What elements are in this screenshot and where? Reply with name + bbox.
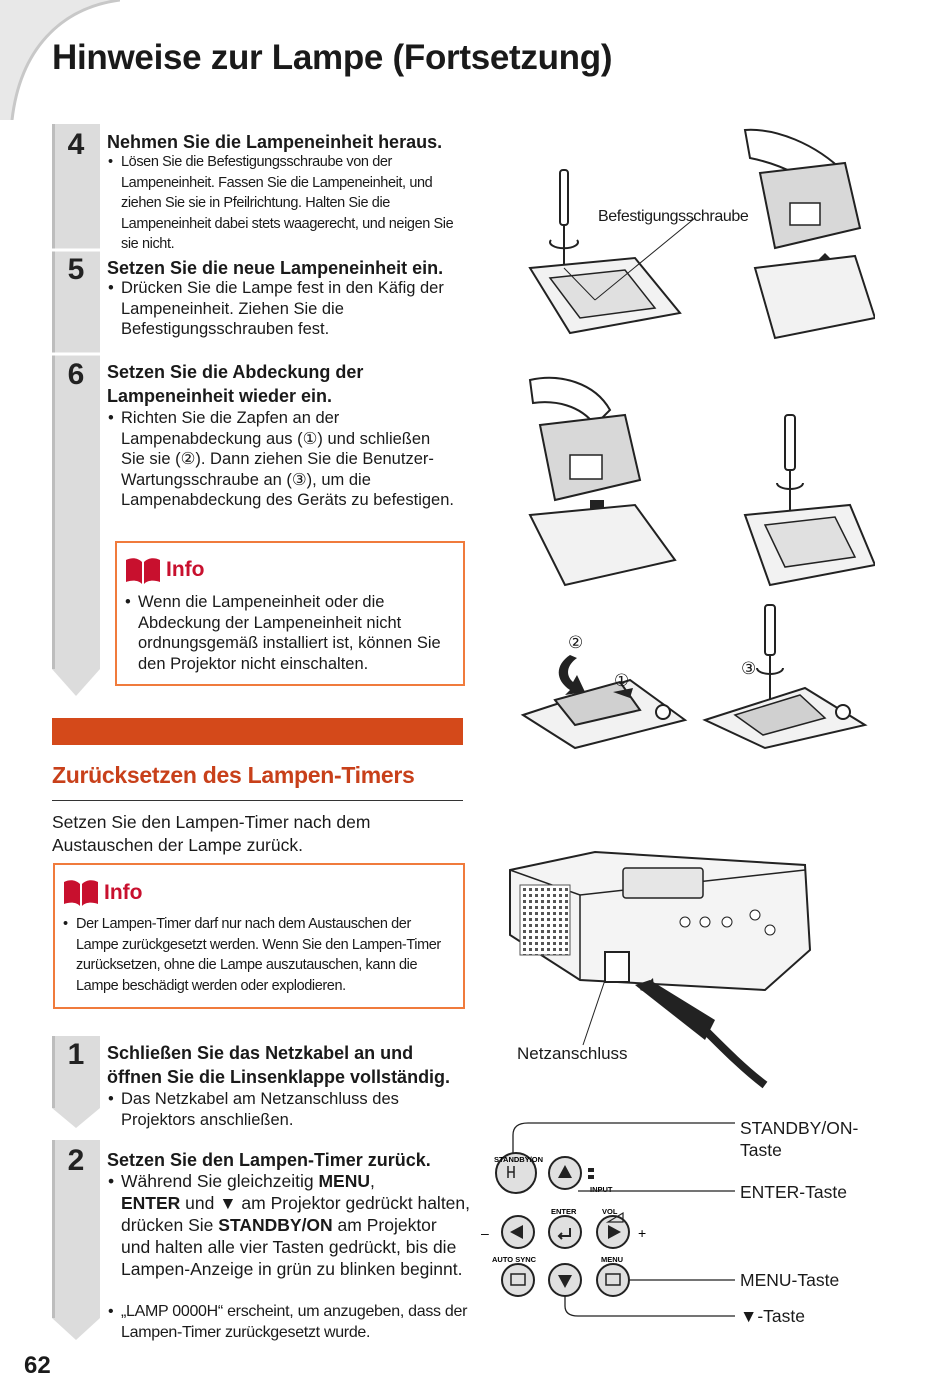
step-2-text-e: und ▼ am Projektor gedrückt halten, drücken Sie	[121, 1193, 471, 1235]
section-banner	[52, 718, 463, 745]
section-divider	[52, 800, 463, 801]
step-number-2: 2	[67, 1144, 85, 1177]
step-2-heading: Setzen Sie den Lampen-Timer zurück.	[107, 1150, 431, 1170]
step-2-text-c: ,	[370, 1171, 375, 1191]
keypad-plus-text: +	[638, 1225, 647, 1241]
step-6-bullet-text: Richten Sie die Zapfen an der Lampenabdeckung aus (①) und schließen Sie sie (②). Dann ziehen Sie die Benutzer-Wartungsschraube an (③), um die Lampenabdeckung des Geräts zu befestigen.	[121, 409, 454, 509]
keypad-input-text: INPUT	[590, 1185, 613, 1194]
step-2-key-standby: STANDBY/ON	[218, 1215, 333, 1235]
step-1-bullet-text: Das Netzkabel am Netzanschluss des Projektors anschließen.	[121, 1090, 399, 1129]
bullet-dot: •	[108, 409, 114, 427]
step-number-1: 1	[67, 1038, 85, 1071]
power-socket-label: Netzanschluss	[517, 1044, 628, 1063]
keypad-minus-text: –	[481, 1225, 489, 1241]
cover-close-illustration	[515, 600, 875, 750]
keypad-vol-text: VOL	[602, 1207, 618, 1216]
book-icon	[125, 557, 161, 585]
step-6-bullet	[108, 408, 458, 511]
keypad-enter-text: ENTER	[551, 1207, 577, 1216]
page-number: 62	[24, 1352, 51, 1379]
lamp-insert-illustration	[515, 365, 875, 595]
book-icon	[63, 879, 99, 907]
info-box-2	[53, 863, 465, 1009]
step-4-bullet	[108, 152, 463, 255]
step-2-key-menu: MENU	[318, 1171, 370, 1191]
bullet-dot: •	[108, 1090, 114, 1108]
step-6-heading: Setzen Sie die Abdeckung der Lampeneinheit wieder ein.	[107, 362, 364, 406]
step-number-6: 6	[67, 358, 85, 391]
keypad-illustration	[478, 1120, 748, 1330]
screw-label: Befestigungsschraube	[598, 208, 749, 225]
bullet-dot: •	[108, 1171, 115, 1191]
enter-key-label: ENTER-Taste	[740, 1182, 847, 1202]
page-title: Hinweise zur Lampe (Fortsetzung)	[52, 38, 613, 77]
section-intro: Setzen Sie den Lampen-Timer nach dem Austauschen der Lampe zurück.	[52, 812, 371, 855]
info-label: Info	[166, 558, 205, 581]
standby-key-label-line-2: Taste	[740, 1140, 782, 1160]
step-5-heading: Setzen Sie die neue Lampeneinheit ein.	[107, 258, 444, 278]
mark-1: ①	[614, 671, 630, 690]
menu-key-label: MENU-Taste	[740, 1270, 840, 1290]
step-1-heading: Schließen Sie das Netzkabel an und öffnen Sie die Linsenklappe vollständig.	[107, 1043, 451, 1087]
lamp-removal-illustration	[515, 118, 875, 353]
step-2-text-g: am Projektor und halten alle vier Tasten gedrückt, bis die Lampen-Anzeige in grün zu blinken beginnt.	[121, 1215, 463, 1279]
info-label: Info	[104, 881, 143, 904]
step-2-key-enter: ENTER	[121, 1193, 181, 1213]
info-1-body	[125, 592, 455, 674]
step-2-bullet-2-text: „LAMP 0000H“ erscheint, um anzugeben, dass der Lampen-Timer zurückgesetzt wurde.	[121, 1303, 468, 1341]
step-5-bullet	[108, 278, 458, 340]
step-bar-bottom	[52, 1036, 102, 1346]
section-title: Zurücksetzen des Lampen-Timers	[52, 762, 415, 788]
mark-3: ③	[741, 659, 757, 678]
bullet-dot: •	[125, 593, 131, 611]
bullet-dot: •	[108, 279, 114, 297]
info-2-body	[63, 914, 455, 996]
keypad-autosync-text: AUTO SYNC	[492, 1255, 537, 1264]
step-number-4: 4	[67, 128, 85, 161]
step-5-bullet-text: Drücken Sie die Lampe fest in den Käfig der Lampeneinheit. Ziehen Sie die Befestigungsschrauben fest.	[121, 279, 444, 338]
info-box-1	[115, 541, 465, 686]
bullet-dot: •	[108, 154, 113, 170]
step-4-bullet-text: Lösen Sie die Befestigungsschraube von der Lampeneinheit. Fassen Sie die Lampeneinheit, und ziehen Sie sie in Pfeilrichtung. Halten Sie die Lampeneinheit dabei stets waagerecht, und neigen Sie sie nicht.	[121, 154, 454, 252]
step-number-5: 5	[67, 253, 85, 286]
info-2-text: Der Lampen-Timer darf nur nach dem Austauschen der Lampe zurückgesetzt werden. Wenn Sie den Lampen-Timer zurücksetzen, ohne die Lampe auszutauschen, kann die Lampe beschädigt werden oder explodieren.	[76, 916, 441, 994]
step-bar-top	[52, 124, 102, 704]
down-key-label: ▼-Taste	[740, 1306, 805, 1326]
keypad-menu-text: MENU	[601, 1255, 624, 1264]
mark-2: ②	[568, 633, 584, 652]
standby-key-label-line-1: STANDBY/ON-	[740, 1118, 859, 1138]
step-4-heading: Nehmen Sie die Lampeneinheit heraus.	[107, 132, 443, 152]
keypad-standby-text: STANDBY/ON	[494, 1155, 544, 1164]
standby-key-label	[740, 1117, 858, 1161]
step-2-bullet-2	[108, 1302, 470, 1343]
bullet-dot: •	[63, 916, 68, 932]
step-1-bullet	[108, 1089, 458, 1130]
step-2-bullet-1	[108, 1170, 470, 1280]
info-1-text: Wenn die Lampeneinheit oder die Abdeckung der Lampeneinheit nicht ordnungsgemäß installiert ist, können Sie den Projektor nicht einschalten.	[138, 593, 441, 673]
bullet-dot: •	[108, 1303, 114, 1320]
step-2-text-a: Während Sie gleichzeitig	[121, 1171, 319, 1191]
